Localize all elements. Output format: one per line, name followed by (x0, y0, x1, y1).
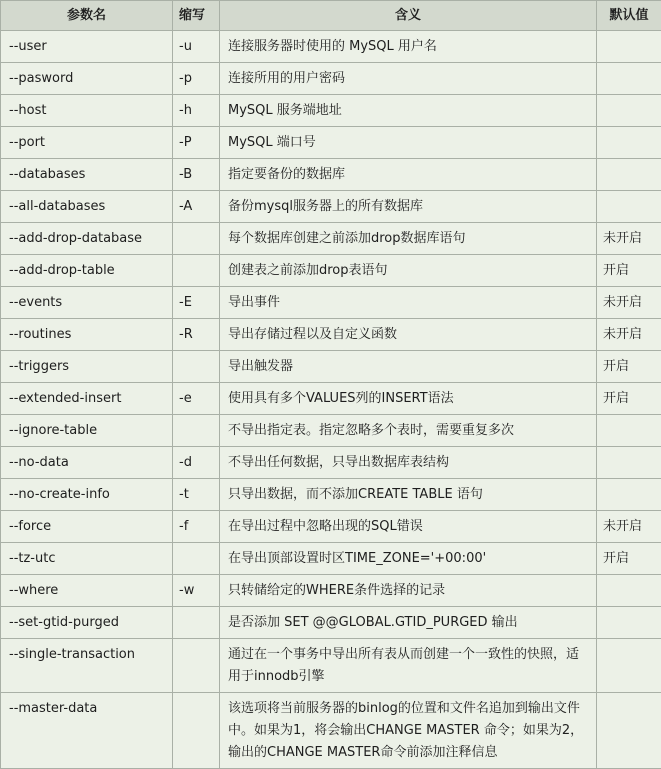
table-row (1, 607, 661, 639)
table-body (1, 31, 661, 769)
table-row (1, 191, 661, 223)
table-row (1, 543, 661, 575)
option-cell: --triggers (1, 351, 173, 383)
abbr-cell: -B (173, 159, 220, 191)
option-cell: --pasword (1, 63, 173, 95)
default-cell (597, 191, 661, 223)
table-row (1, 511, 661, 543)
abbr-cell: -P (173, 127, 220, 159)
option-cell: --set-gtid-purged (1, 607, 173, 639)
option-cell: --host (1, 95, 173, 127)
abbr-cell (173, 693, 220, 769)
abbr-cell: -e (173, 383, 220, 415)
abbr-cell: -A (173, 191, 220, 223)
table-row (1, 575, 661, 607)
meaning-cell: 导出事件 (220, 287, 597, 319)
meaning-cell: 不导出指定表。指定忽略多个表时，需要重复多次 (220, 415, 597, 447)
meaning-cell: 是否添加 SET @@GLOBAL.GTID_PURGED 输出 (220, 607, 597, 639)
table-row (1, 255, 661, 287)
header-row (1, 1, 661, 31)
abbr-cell: -w (173, 575, 220, 607)
option-cell: --master-data (1, 693, 173, 769)
abbr-cell (173, 639, 220, 693)
abbr-cell: -d (173, 447, 220, 479)
abbr-cell: -f (173, 511, 220, 543)
table-row (1, 287, 661, 319)
meaning-cell: 导出触发器 (220, 351, 597, 383)
table-row (1, 447, 661, 479)
meaning-cell: 在导出顶部设置时区TIME_ZONE='+00:00' (220, 543, 597, 575)
abbr-cell (173, 543, 220, 575)
default-cell (597, 127, 661, 159)
table-row (1, 351, 661, 383)
meaning-cell: MySQL 端口号 (220, 127, 597, 159)
table-row (1, 383, 661, 415)
default-cell (597, 415, 661, 447)
option-cell: --no-data (1, 447, 173, 479)
default-cell (597, 575, 661, 607)
meaning-cell: 指定要备份的数据库 (220, 159, 597, 191)
abbr-cell: -R (173, 319, 220, 351)
meaning-cell: 不导出任何数据，只导出数据库表结构 (220, 447, 597, 479)
option-cell: --routines (1, 319, 173, 351)
table-row (1, 63, 661, 95)
abbr-cell (173, 351, 220, 383)
header-abbr: 缩写 (173, 1, 220, 31)
meaning-cell: 备份mysql服务器上的所有数据库 (220, 191, 597, 223)
table-row (1, 479, 661, 511)
meaning-cell: MySQL 服务端地址 (220, 95, 597, 127)
meaning-cell: 在导出过程中忽略出现的SQL错误 (220, 511, 597, 543)
option-cell: --force (1, 511, 173, 543)
option-cell: --where (1, 575, 173, 607)
meaning-cell: 连接所用的用户密码 (220, 63, 597, 95)
table-row (1, 693, 661, 769)
abbr-cell: -u (173, 31, 220, 63)
abbr-cell: -p (173, 63, 220, 95)
table-row (1, 127, 661, 159)
option-cell: --user (1, 31, 173, 63)
table-row (1, 319, 661, 351)
default-cell (597, 639, 661, 693)
default-cell: 未开启 (597, 319, 661, 351)
option-cell: --port (1, 127, 173, 159)
default-cell (597, 63, 661, 95)
default-cell: 未开启 (597, 287, 661, 319)
abbr-cell: -t (173, 479, 220, 511)
default-cell (597, 95, 661, 127)
meaning-cell: 使用具有多个VALUES列的INSERT语法 (220, 383, 597, 415)
option-cell: --all-databases (1, 191, 173, 223)
meaning-cell: 通过在一个事务中导出所有表从而创建一个一致性的快照，适用于innodb引擎 (220, 639, 597, 693)
meaning-cell: 只导出数据，而不添加CREATE TABLE 语句 (220, 479, 597, 511)
meaning-cell: 连接服务器时使用的 MySQL 用户名 (220, 31, 597, 63)
abbr-cell: -E (173, 287, 220, 319)
default-cell (597, 479, 661, 511)
default-cell (597, 693, 661, 769)
default-cell: 开启 (597, 255, 661, 287)
table-row (1, 223, 661, 255)
header-meaning: 含义 (220, 1, 597, 31)
abbr-cell (173, 223, 220, 255)
default-cell: 开启 (597, 543, 661, 575)
header-option: 参数名 (1, 1, 173, 31)
default-cell: 未开启 (597, 223, 661, 255)
abbr-cell (173, 255, 220, 287)
default-cell (597, 447, 661, 479)
meaning-cell: 该选项将当前服务器的binlog的位置和文件名追加到输出文件中。如果为1，将会输出CHANGE MASTER 命令；如果为2，输出的CHANGE MASTER命令前添加注释信息 (220, 693, 597, 769)
option-cell: --add-drop-database (1, 223, 173, 255)
table-row (1, 415, 661, 447)
table-row (1, 31, 661, 63)
meaning-cell: 创建表之前添加drop表语句 (220, 255, 597, 287)
option-cell: --extended-insert (1, 383, 173, 415)
meaning-cell: 只转储给定的WHERE条件选择的记录 (220, 575, 597, 607)
table-row (1, 159, 661, 191)
default-cell: 开启 (597, 351, 661, 383)
default-cell: 未开启 (597, 511, 661, 543)
option-cell: --tz-utc (1, 543, 173, 575)
table-row (1, 639, 661, 693)
meaning-cell: 导出存储过程以及自定义函数 (220, 319, 597, 351)
default-cell (597, 159, 661, 191)
abbr-cell: -h (173, 95, 220, 127)
option-cell: --events (1, 287, 173, 319)
option-cell: --no-create-info (1, 479, 173, 511)
header-default: 默认值 (597, 1, 661, 31)
meaning-cell: 每个数据库创建之前添加drop数据库语句 (220, 223, 597, 255)
option-cell: --ignore-table (1, 415, 173, 447)
default-cell (597, 31, 661, 63)
default-cell: 开启 (597, 383, 661, 415)
option-cell: --databases (1, 159, 173, 191)
option-cell: --add-drop-table (1, 255, 173, 287)
abbr-cell (173, 415, 220, 447)
abbr-cell (173, 607, 220, 639)
option-cell: --single-transaction (1, 639, 173, 693)
table-row (1, 95, 661, 127)
default-cell (597, 607, 661, 639)
